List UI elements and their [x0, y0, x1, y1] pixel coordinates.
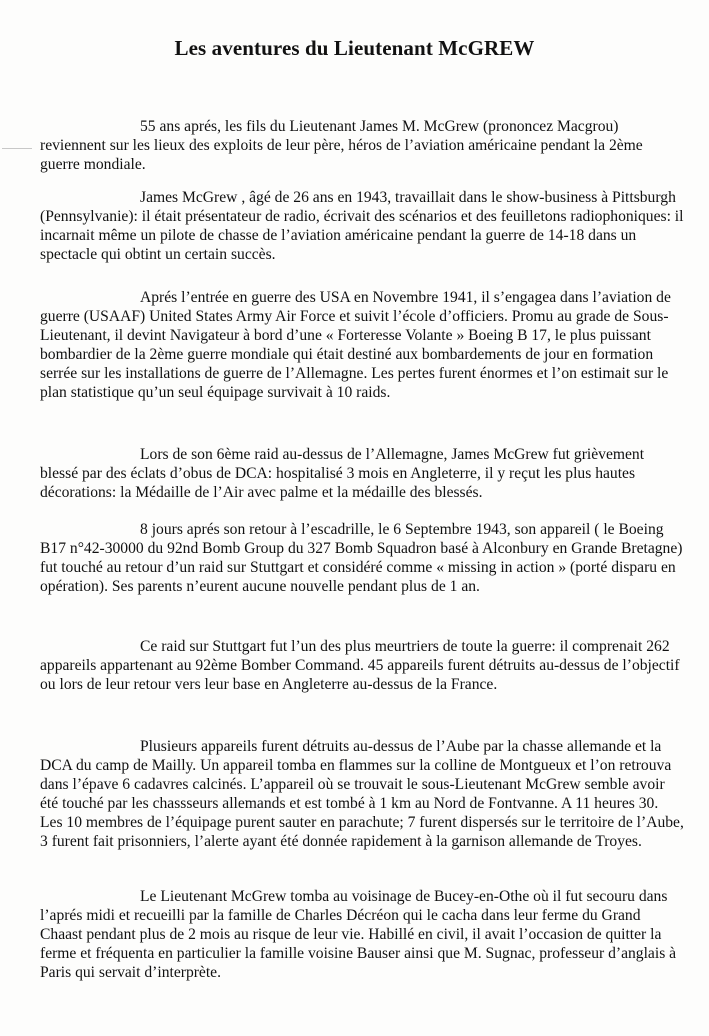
paragraph-stuttgart-raid: Ce raid sur Stuttgart fut l’un des plus meurtriers de toute la guerre: il comprenait 262 appareils appartenant au 92ème Bomber Command. 45 appareils furent détruits au-dessus de l’objectif ou lors de leur retour vers leur base en Angleterre au-dessus de la France. [40, 638, 680, 693]
paragraph-aube-crash: Plusieurs appareils furent détruits au-dessus de l’Aube par la chasse allemande et la DCA du camp de Mailly. Un appareil tomba en flammes sur la colline de Montgueux et l’on retrouva dans l’épave 6 cadavres calcinés. L’appareil où se trouvait le sous-Lieutenant McGrew semble avoir été touché par les chassseurs allemands et est tombé à 1 km au Nord de Fontvanne. A 11 heures 30. Les 10 membres de l’équipage purent sauter en parachute; 7 furent dispersés sur le territoire de l’Aube, 3 furent fait prisonniers, l’alerte ayant été donnée rapidement à la garnison allemande de Troyes. [40, 738, 684, 850]
page-title: Les aventures du Lieutenant McGREW [174, 36, 535, 60]
paragraph-missing: 8 jours aprés son retour à l’escadrille, le 6 Septembre 1943, son appareil ( le Boeing B17 n°42-30000 du 92nd Bomb Group du 327 Bomb Squadron basé à Alconbury en Grande Bretagne) fut touché au retour d’un raid sur Stuttgart et considéré comme « missing in action » (porté disparu en opération). Ses parents n’eurent aucune nouvelle pendant plus de 1 an. [40, 521, 683, 595]
paragraph-biography: James McGrew , âgé de 26 ans en 1943, travaillait dans le show-business à Pittsburgh (Pennsylvanie): il était présentateur de radio, écrivait des scénarios et des feuilletons radiophoniques: il incarnait même un pilote de chasse de l’aviation américaine pendant la guerre de 14-18 dans un spectacle qui obtint un certain succès. [40, 189, 684, 263]
paragraph-intro: 55 ans aprés, les fils du Lieutenant James M. McGrew (prononcez Macgrou) reviennent sur les lieux des exploits de leur père, héros de l’aviation américaine pendant la 2ème guerre mondiale. [40, 118, 643, 173]
paragraph-injury: Lors de son 6ème raid au-dessus de l’Allemagne, James McGrew fut grièvement blessé par des éclats d’obus de DCA: hospitalisé 3 mois en Angleterre, il y reçut les plus hautes décorations: la Médaille de l’Air avec palme et la médaille des blessés. [40, 446, 645, 501]
scan-mark [2, 148, 32, 149]
paragraph-enlistment: Aprés l’entrée en guerre des USA en Novembre 1941, il s’engagea dans l’aviation de guerre (USAAF) United States Army Air Force et suivit l’école d’officiers. Promu au grade de Sous-Lieutenant, il devint Navigateur à bord d’une « Forteresse Volante » Boeing B 17, le plus puissant bombardier de la 2ème guerre mondiale qui était destiné aux bombardements de jour en formation serrée sur les installations de guerre de l’Allemagne. Les pertes furent énormes et l’on estimait sur le plan statistique qu’un seul équipage survivait à 10 raids. [40, 289, 671, 401]
paragraph-rescue: Le Lieutenant McGrew tomba au voisinage de Bucey-en-Othe où il fut secouru dans l’aprés midi et recueilli par la famille de Charles Décréon qui le cacha dans leur ferme du Grand Chaast pendant plus de 2 mois au risque de leur vie. Habillé en civil, il avait l’occasion de quitter la ferme et fréquenta en particulier la famille voisine Bauser ainsi que M. Sugnac, professeur d’anglais à Paris qui servait d’interprète. [40, 888, 677, 981]
